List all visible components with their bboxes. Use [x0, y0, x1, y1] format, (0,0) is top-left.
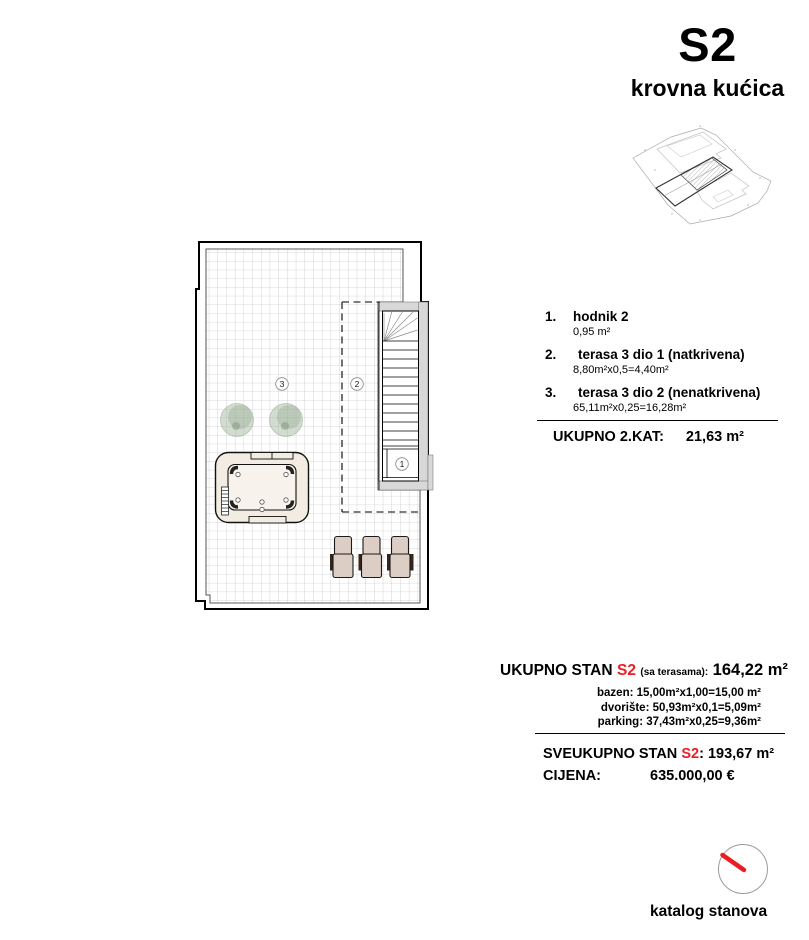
lounge-chairs	[330, 537, 414, 578]
unit-total-label: UKUPNO STAN	[500, 662, 613, 679]
divider	[535, 733, 785, 734]
page-subtitle: krovna kućica	[630, 75, 785, 102]
unit-highlight-hatch	[681, 158, 727, 190]
extra-calc: 37,43m²x0,25=9,36m²	[646, 716, 761, 728]
extra-label: bazen:	[597, 687, 634, 699]
extra-row	[520, 686, 761, 701]
extra-label: dvorište:	[600, 701, 650, 714]
divider	[537, 420, 778, 421]
floor-total-value: 21,63 m²	[685, 429, 744, 445]
plant-icon	[221, 404, 254, 437]
jacuzzi	[216, 453, 309, 524]
north-compass-icon	[716, 842, 770, 896]
grand-total-separator: :	[699, 746, 704, 762]
extra-calc: 50,93m²x0,1=5,09m²	[652, 701, 761, 714]
price-value: 635.000,00 €	[650, 768, 735, 784]
legend-item-label: hodnik 2	[573, 309, 629, 324]
legend-item	[545, 385, 790, 414]
grand-total-value: 193,67 m²	[707, 746, 775, 762]
room-label-2	[351, 378, 364, 391]
svg-text:3: 3	[279, 379, 285, 389]
price-label: CIJENA:	[543, 768, 602, 784]
title-block	[625, 20, 790, 102]
legend-item-number: 2.	[545, 347, 557, 362]
lounge-chair	[362, 537, 382, 578]
floor-plan-drawing	[186, 231, 440, 623]
legend-item-number: 1.	[545, 309, 557, 324]
plant-icon	[270, 404, 303, 437]
unit-code-badge: S2	[681, 746, 700, 762]
legend	[545, 309, 790, 423]
legend-item	[545, 347, 790, 376]
unit-total-line	[500, 661, 788, 680]
extra-row	[520, 701, 761, 716]
legend-item-label: terasa 3 dio 1 (natkrivena)	[578, 347, 745, 362]
extra-calc: 15,00m²x1,00=15,00 m²	[636, 687, 761, 699]
unit-total-note: (sa terasama):	[640, 667, 709, 678]
svg-text:1: 1	[399, 459, 405, 469]
extra-row	[520, 715, 761, 730]
legend-item-detail: 65,11m²x0,25=16,28m²	[573, 402, 687, 414]
catalog-label: katalog stanova	[650, 903, 768, 920]
floor-total-label: UKUPNO 2.KAT:	[553, 429, 664, 445]
legend-item-detail: 8,80m²x0,5=4,40m²	[573, 364, 669, 376]
page-title: S2	[678, 18, 737, 71]
lounge-chair	[333, 537, 353, 578]
unit-code-badge: S2	[616, 662, 636, 679]
price-row	[543, 768, 783, 784]
site-plan-thumbnail	[626, 118, 788, 230]
room-label-1	[396, 458, 409, 471]
extras-list	[520, 686, 761, 730]
jacuzzi-ladder	[222, 487, 229, 515]
room-label-3	[276, 378, 289, 391]
legend-item	[545, 309, 790, 338]
legend-item-label: terasa 3 dio 2 (nenatkrivena)	[578, 385, 761, 400]
grand-total-line	[543, 746, 774, 762]
svg-text:2: 2	[354, 379, 360, 389]
unit-total-value: 164,22 m²	[712, 661, 788, 679]
grand-total-label: SVEUKUPNO STAN	[543, 746, 678, 762]
extra-label: parking:	[597, 716, 644, 728]
legend-item-number: 3.	[545, 385, 557, 400]
floor-total	[553, 429, 744, 445]
lounge-chair	[390, 537, 410, 578]
legend-item-detail: 0,95 m²	[573, 326, 611, 338]
